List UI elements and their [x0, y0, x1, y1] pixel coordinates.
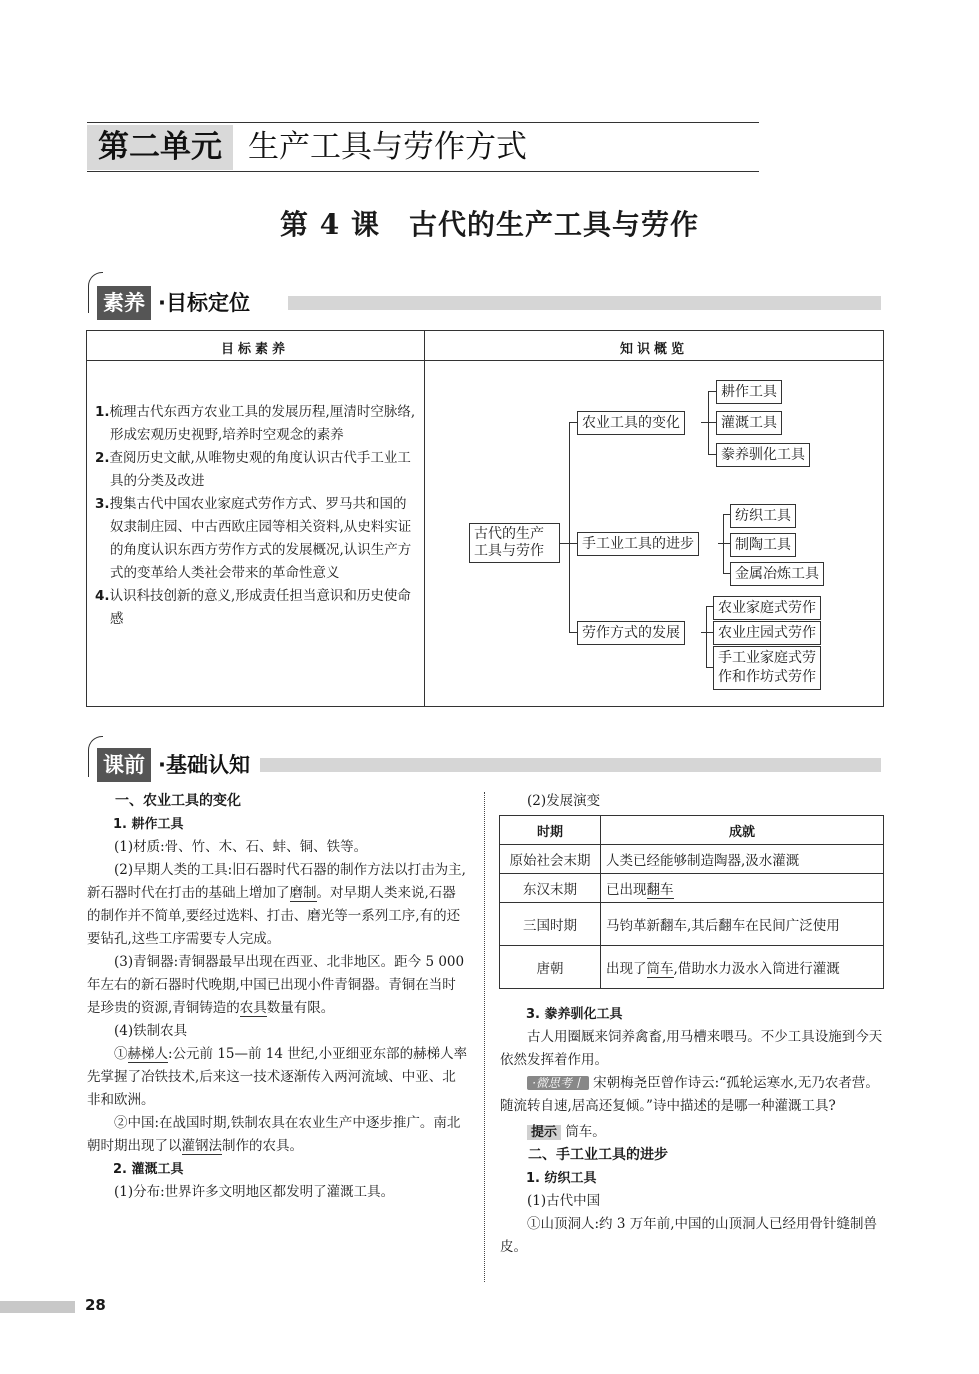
section2-bar — [260, 758, 881, 772]
concept-leaf: 制陶工具 — [730, 533, 796, 557]
connector-line — [723, 573, 730, 574]
key-term: 农具 — [239, 1000, 267, 1016]
paragraph: ①赫梯人:公元前 15—前 14 世纪,小亚细亚东部的赫梯人率先掌握了冶铁技术,后来这一技术逐渐传入两河流域、中亚、北非和欧洲。 — [87, 1046, 468, 1108]
section2-title: ·基础认知 — [158, 753, 250, 777]
connector-line — [569, 632, 577, 633]
concept-root — [469, 523, 560, 563]
goals-list — [95, 401, 417, 631]
goal-item: 2.查阅历史文献,从唯物史观的角度认识古代手工业工具的分类及改进 — [95, 450, 411, 489]
concept-branch: 农业工具的变化 — [577, 411, 685, 435]
connector-line — [708, 422, 716, 423]
section-heading: 二、手工业工具的进步 — [528, 1147, 668, 1163]
subsection-heading: 3. 豢养驯化工具 — [526, 1007, 623, 1022]
connector-line — [706, 667, 713, 668]
table-divider — [424, 330, 425, 707]
paragraph: (1)古代中国 — [527, 1193, 601, 1209]
right-column — [500, 790, 884, 813]
concept-leaf — [713, 646, 821, 690]
paragraph: (1)分布:世界许多文明地区都发明了灌溉工具。 — [114, 1184, 395, 1200]
table-cell: 已出现翻车 — [601, 874, 884, 903]
connector-line — [706, 606, 707, 667]
concept-branch: 劳作方式的发展 — [577, 621, 685, 645]
concept-leaf: 纺织工具 — [730, 504, 796, 528]
table-cell: 人类已经能够制造陶器,汲水灌溉 — [601, 845, 884, 874]
table-cell: 出现了筒车,借助水力汲水入筒进行灌溉 — [601, 946, 884, 989]
connector-line — [569, 543, 577, 544]
connector-line — [560, 543, 569, 544]
concept-root-line: 古代的生产 — [474, 526, 544, 542]
connector-line — [569, 422, 577, 423]
concept-leaf-line: 手工业家庭式劳 — [718, 650, 816, 666]
subsection-heading: 1. 纺织工具 — [526, 1171, 597, 1186]
paragraph: ②中国:在战国时期,铁制农具在农业生产中逐步推广。南北朝时期出现了以灌钢法制作的农具。 — [87, 1115, 461, 1154]
paragraph: (1)材质:骨、竹、木、石、蚌、铜、铁等。 — [114, 839, 368, 855]
paragraph: 提示 筒车。 — [500, 1121, 884, 1144]
paragraph: (4)铁制农具 — [114, 1023, 188, 1039]
paragraph: 古人用圈厩来饲养禽畜,用马槽来喂马。不少工具设施到今天依然发挥着作用。 — [500, 1029, 883, 1068]
table-row — [500, 946, 884, 989]
section1-title: ·目标定位 — [158, 291, 250, 315]
table-cell: 唐朝 — [500, 946, 601, 989]
hint-tag: 提示 — [527, 1125, 561, 1140]
table-header: 时期 — [500, 816, 601, 845]
concept-leaf: 豢养驯化工具 — [716, 443, 810, 467]
table-header: 成就 — [601, 816, 884, 845]
concept-leaf: 农业家庭式劳作 — [713, 596, 821, 620]
table-cell: 马钧革新翻车,其后翻车在民间广泛使用 — [601, 903, 884, 946]
goal-item: 3.搜集古代中国农业家庭式劳作方式、罗马共和国的奴隶制庄园、中古西欧庄园等相关资料,从史料实证的角度认识东西方劳作方式的发展概况,认识生产方式的变革给人类社会带来的革命性意义 — [95, 496, 412, 581]
page-number: 28 — [85, 1296, 106, 1314]
table-row — [500, 874, 884, 903]
goal-item: 1.梳理古代东西方农业工具的发展历程,厘清时空脉络,形成宏观历史视野,培养时空观念的素养 — [95, 404, 416, 443]
unit-title: 生产工具与劳作方式 — [248, 129, 527, 165]
concept-root-line: 工具与劳作 — [474, 543, 544, 559]
connector-line — [706, 632, 713, 633]
paragraph: (3)青铜器:青铜器最早出现在西亚、北非地区。距今 5 000 年左右的新石器时代晚期,中国已出现小件青铜器。青铜在当时是珍贵的资源,青铜铸造的农具数量有限。 — [87, 954, 465, 1016]
connector-line — [569, 422, 570, 632]
key-term: 磨制 — [289, 885, 317, 901]
key-term: 灌钢法 — [181, 1138, 222, 1154]
table-cell: 三国时期 — [500, 903, 601, 946]
section1-box: 素养 — [97, 286, 151, 320]
connector-line — [708, 454, 716, 455]
connector-line — [723, 514, 730, 515]
table-divider — [86, 360, 884, 361]
goal-item: 4.认识科技创新的意义,形成责任担当意识和历史使命感 — [95, 588, 411, 627]
footer-bar — [0, 1301, 75, 1313]
lesson-title: 第 4 课 古代的生产工具与劳作 — [280, 208, 699, 241]
table-row — [500, 845, 884, 874]
concept-leaf: 耕作工具 — [716, 380, 782, 404]
concept-leaf: 金属冶炼工具 — [730, 562, 824, 586]
table-cell: 东汉末期 — [500, 874, 601, 903]
key-term: 赫梯人 — [127, 1046, 168, 1062]
key-term: 翻车 — [646, 882, 674, 898]
think-tag: ·微思考丨 — [527, 1076, 589, 1090]
connector-line — [701, 422, 708, 423]
connector-line — [723, 543, 730, 544]
right-column-lower — [500, 1003, 884, 1259]
concept-branch: 手工业工具的进步 — [577, 532, 699, 556]
connector-line — [706, 606, 713, 607]
paragraph: (2)早期人类的工具:旧石器时代石器的制作方法以打击为主,新石器时代在打击的基础上增加了磨制。对早期人类来说,石器的制作并不简单,要经过选料、打击、磨光等一系列工序,有的还要钻孔,这些工序需要专人完成。 — [87, 862, 466, 947]
section1-bar — [288, 296, 881, 310]
table-cell: 原始社会末期 — [500, 845, 601, 874]
table-row — [500, 903, 884, 946]
unit-rule-bottom — [87, 171, 759, 172]
subsection-heading: 1. 耕作工具 — [113, 817, 184, 832]
section2-box: 课前 — [97, 748, 151, 782]
paragraph: ·微思考丨 宋朝梅尧臣曾作诗云:“孤轮运寒水,无乃农者营。随流转自速,居高还复倾。”诗中描述的是哪一种灌溉工具? — [500, 1075, 879, 1114]
evolution-table — [499, 815, 884, 989]
overview-header: 知识概览 — [619, 342, 688, 357]
subsection-heading: 2. 灌溉工具 — [113, 1162, 184, 1177]
unit-label: 第二单元 — [87, 125, 233, 170]
left-column — [87, 790, 469, 1204]
paragraph: (2)发展演变 — [527, 793, 601, 809]
key-term: 筒车 — [646, 961, 674, 977]
concept-leaf-line: 作和作坊式劳作 — [718, 669, 816, 685]
concept-leaf: 灌溉工具 — [716, 411, 782, 435]
goals-header: 目标素养 — [220, 342, 289, 357]
section-heading: 一、农业工具的变化 — [115, 793, 241, 809]
paragraph: ①山顶洞人:约 3 万年前,中国的山顶洞人已经用骨针缝制兽皮。 — [500, 1216, 878, 1255]
unit-rule-top — [87, 122, 759, 123]
connector-line — [708, 391, 716, 392]
column-divider — [484, 792, 485, 1282]
concept-leaf: 农业庄园式劳作 — [713, 621, 821, 645]
